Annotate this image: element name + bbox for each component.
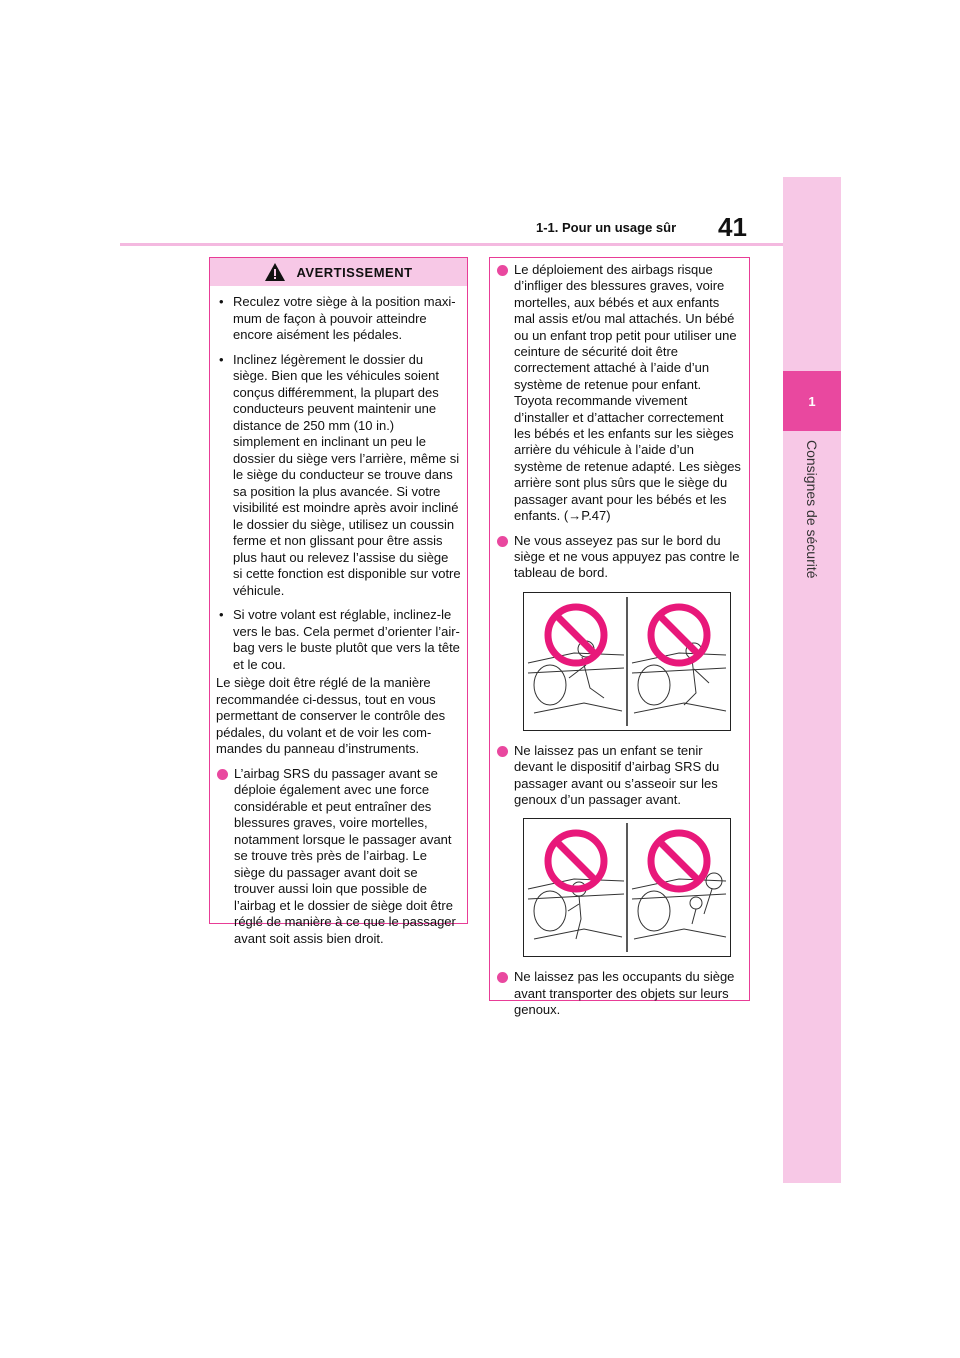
bullet-dot-icon [497,536,508,547]
warning-body [210,286,467,947]
warning-dot-item [216,766,461,948]
item-text: Le déploiement des airbags risque d’infliger des blessures graves, voire mortelles, aux bébés et aux enfants mal assis et/ou mal attachés. Un bébé ou un enfant trop petit pour utiliser une ceinture de sécurité doit être correctement attaché à l’aide d’un système de retenue pour enfant. Toyota recommande vivement d’installer et d’attacher correctement les bébés et les enfants sur les sièges arrière du véhicule à l’aide d’un système de retenue adapté. Les sièges arrière sont plus sûrs que le siège du passager avant pour les bébés et les enfants. (→P.47) [514,262,741,524]
page-number: 41 [718,212,747,242]
objects-on-lap-item [496,969,741,1018]
warning-title: AVERTISSEMENT [296,264,413,280]
child-standing-item [496,743,741,809]
item-text: Ne laissez pas un enfant se tenir devant le dispositif d’airbag SRS du passager avant ou s’asseoir sur les genoux d’un passager avant. [514,742,720,807]
bullet-dot-icon [217,769,228,780]
bullet-dot-icon [497,265,508,276]
chapter-title: Consignes de sécurité [804,440,820,579]
warning-paragraph: Le siège doit être réglé de la manière recommandée ci-dessus, tout en vous permettant de conserver le contrôle des pédales, du volant et de voir les commandes du panneau d’instruments. [216,675,446,756]
illustration-child-airbag [523,818,731,957]
item-text: Ne laissez pas les occupants du siège avant transporter des objets sur leurs genoux. [514,969,735,1018]
item-text: Ne vous asseyez pas sur le bord du siège et ne vous appuyez pas contre le tableau de bord. [514,532,740,581]
side-tab [783,177,841,1183]
warning-bullet: • Si votre volant est réglable, inclinez-le vers le bas. Cela permet d’orienter l’airbag vers le buste plutôt que vers la tête et le cou. [216,607,461,673]
warning-bullet: • Inclinez légèrement le dossier du siège. Bien que les véhicules soient conçus différemment, la plupart des conducteurs peuvent maintenir une distance de 250 mm (10 in.) simplement en inclinant un peu le dossier du siège vers l’arrière, même si le siège du conducteur se trouve dans sa position la plus avancée. Si votre visibilité est moindre après avoir incliné le dossier du siège, utilisez un coussin ferme et non glissant pour être assis plus haut ou relevez l’assise du siège si cette fonction est disponible sur votre véhicule. [216,352,461,600]
warning-box [209,257,468,946]
chapter-number[interactable]: 1 [783,371,841,431]
bullet-dot-icon [497,972,508,983]
right-column-box [489,257,750,1018]
illustration-seat-edge [523,592,731,731]
warning-bullet: • Reculez votre siège à la position maximum de façon à pouvoir atteindre encore aisément les pédales. [216,294,461,344]
prohibition-icon [548,833,604,889]
section-header: 1-1. Pour un usage sûr [536,220,677,235]
seat-edge-item [496,533,741,582]
prohibition-icon [548,607,604,663]
warning-header [210,258,467,286]
bullet-dot-icon [497,746,508,757]
airbag-risk-item [496,262,741,525]
prohibition-icon [651,607,707,663]
warning-dot-text: L’airbag SRS du passager avant se déploie également avec une force considérable et peut entraîner des blessures graves, voire mortelles, notamment lorsque le passager avant se trouve très près de l’airbag. Le siège du passager avant doit se trouver aussi loin que possible de l’airbag et le dossier de siège doit être réglé de manière à ce que le passager avant soit assis bien droit. [234,765,456,946]
prohibition-icon [651,833,707,889]
header-rule [120,243,783,246]
warning-triangle-icon [264,262,286,282]
